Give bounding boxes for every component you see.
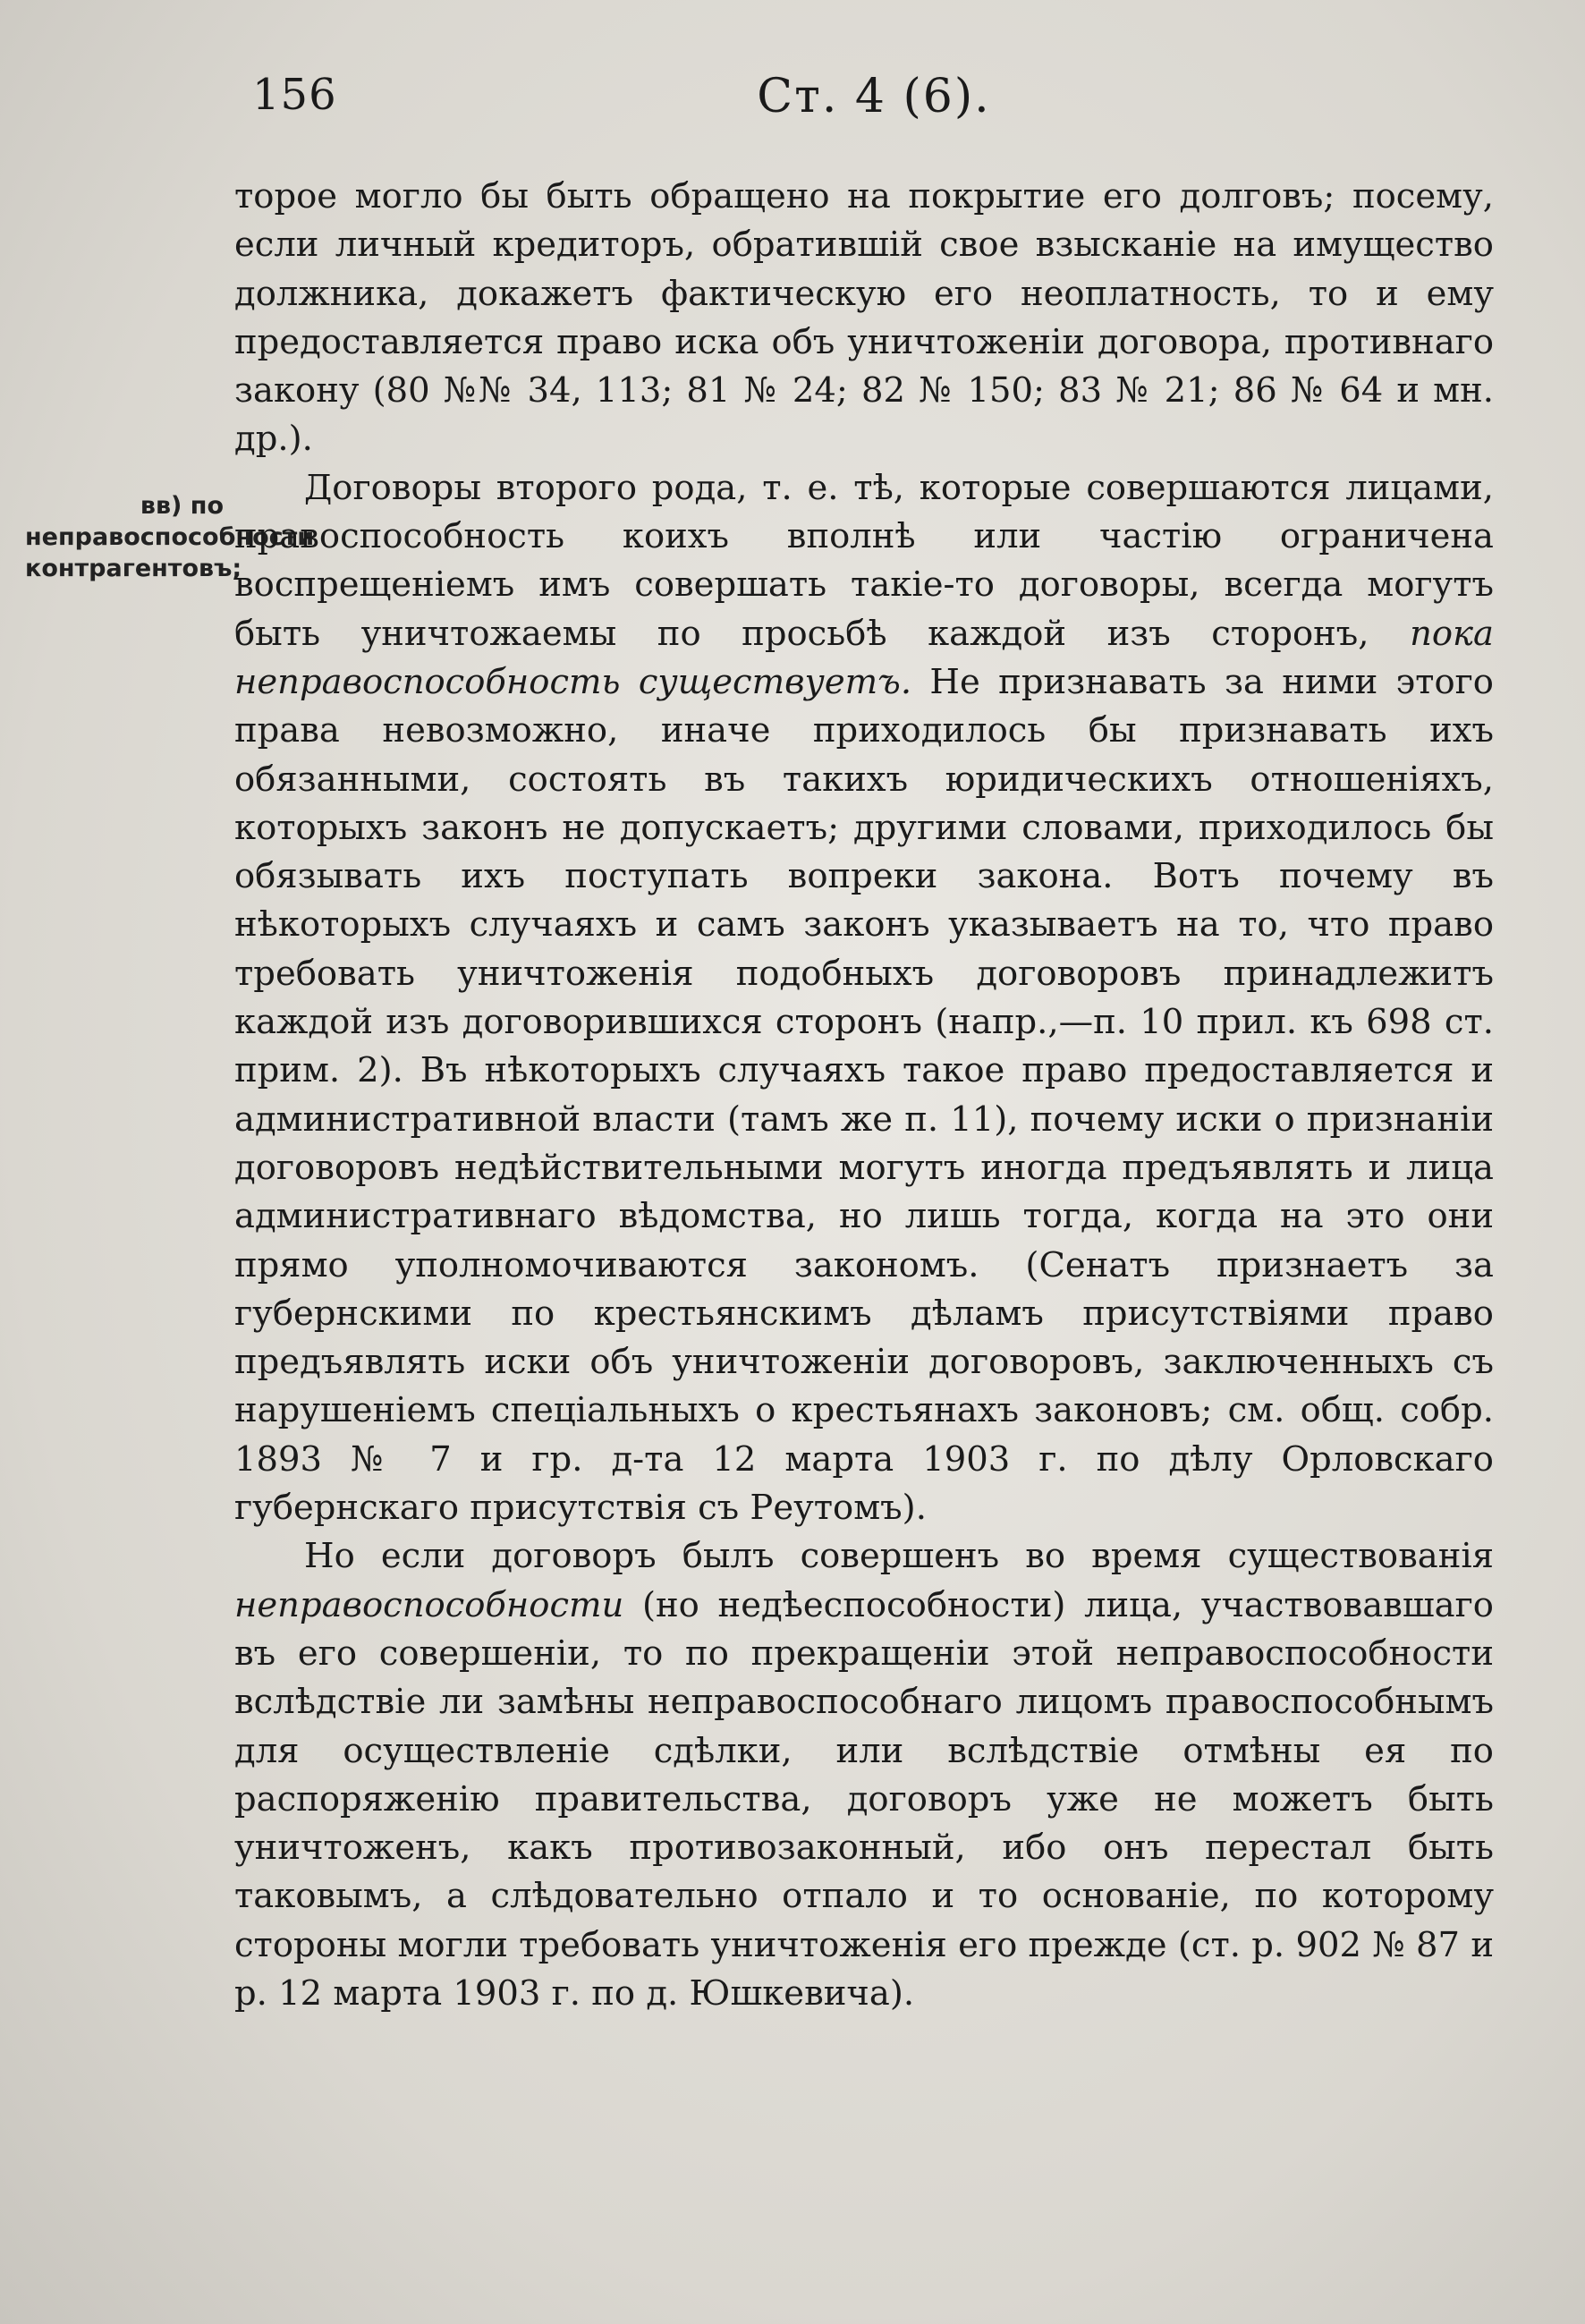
paragraph-3-italic: неправоспособности bbox=[234, 1584, 624, 1625]
body-text bbox=[234, 173, 1494, 2018]
paragraph-2-italic: пока неправоспособность существуетъ. bbox=[234, 613, 1494, 702]
paragraph-2 bbox=[234, 464, 1494, 1533]
paragraph-2-text-b: Не признавать за ними этого права невозможно, иначе приходилось бы признавать ихъ обязанными, состоять въ такихъ юридическихъ отношеніяхъ, которыхъ законъ не допускаетъ; другими словами, приходилось бы обязывать ихъ поступать вопреки закона. Вотъ почему въ нѣкоторыхъ случаяхъ и самъ законъ указываетъ на то, что право требовать уничтоженія подобныхъ договоровъ принадлежитъ каждой изъ договорившихся сторонъ (напр.,—п. 10 прил. къ 698 ст. прим. 2). Въ нѣкоторыхъ случаяхъ такое право предоставляется и административной власти (тамъ же п. 11), почему иски о признаніи договоровъ недѣйствительными могутъ иногда предъявлять и лица административнаго вѣдомства, но лишь тогда, когда на это они прямо уполномочиваются закономъ. (Сенатъ признаетъ за губернскими по крестьянскимъ дѣламъ присутствіями право предъявлять иски объ уничтоженіи договоровъ, заключенныхъ съ нарушеніемъ спеціальныхъ о крестьянахъ законовъ; см. общ. собр. 1893 № 7 и гр. д-та 12 марта 1903 г. по дѣлу Орловскаго губернскаго присутствія съ Реутомъ). bbox=[234, 661, 1494, 1529]
running-head: Ст. 4 (6). bbox=[757, 70, 991, 123]
page-header bbox=[252, 70, 1496, 132]
paragraph-1-text: торое могло бы быть обращено на покрытие его долговъ; посему, если личный кредиторъ, обратившій свое взысканіе на имущество должника, докажетъ фактическую его неоплатность, то и ему предоставляется право иска объ уничтоженіи договора, противнаго закону (80 №№ 34, 113; 81 № 24; 82 № 150; 83 № 21; 86 № 64 и мн. др.). bbox=[234, 176, 1494, 460]
paragraph-3 bbox=[234, 1532, 1494, 2018]
margin-note: вв) по неправоспособности контрагентовъ; bbox=[25, 492, 315, 582]
paragraph-2-text-a: Договоры второго рода, т. е. тѣ, которые совершаются лицами, правоспособность коихъ вполнѣ или частію ограничена воспрещеніемъ имъ совершать такіе-то договоры, всегда могутъ быть уничтожаемы по просьбѣ каждой изъ сторонъ, bbox=[234, 467, 1494, 654]
paragraph-3-text-b: (но недѣеспособности) лица, участвовавшаго въ его совершеніи, то по прекращеніи этой неправоспособности вслѣдствіе ли замѣны неправоспособнаго лицомъ правоспособнымъ для осуществленіе сдѣлки, или вслѣдствіе отмѣны ея по распоряженію правительства, договоръ уже не можетъ быть уничтоженъ, какъ противозаконный, ибо онъ перестал быть таковымъ, а слѣдовательно отпало и то основаніе, по которому стороны могли требовать уничтоженія его прежде (ст. р. 902 № 87 и р. 12 марта 1903 г. по д. Юшкевича). bbox=[234, 1584, 1494, 2014]
paragraph-1 bbox=[234, 173, 1494, 464]
page-number: 156 bbox=[252, 70, 337, 120]
paragraph-3-text-a: Но если договоръ былъ совершенъ во время существованія bbox=[304, 1536, 1494, 1577]
